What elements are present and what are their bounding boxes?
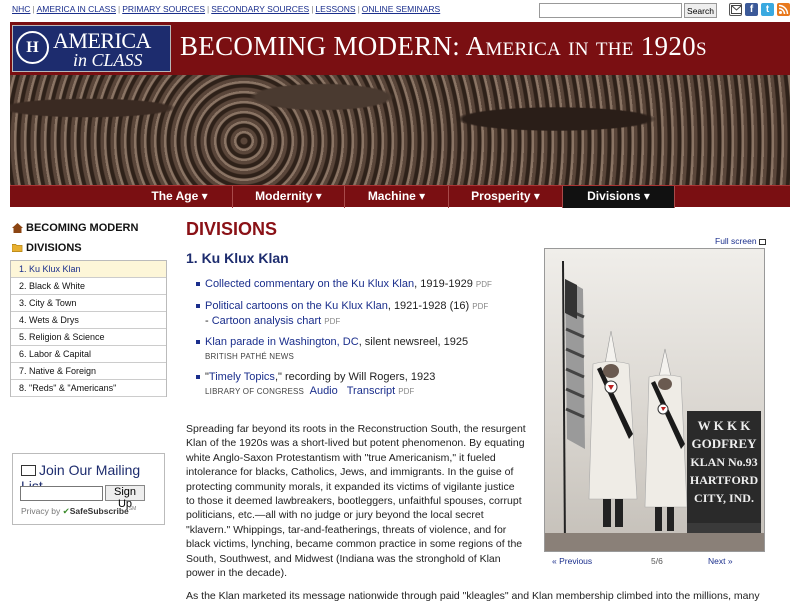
sidebar-item-ku-klux-klan[interactable]: 1. Ku Klux Klan bbox=[11, 261, 166, 278]
sidebar-subsection-divisions[interactable] bbox=[10, 240, 167, 258]
resource-link-klan-parade[interactable]: Klan parade in Washington, DC bbox=[205, 336, 359, 348]
top-link-lessons[interactable]: LESSONS bbox=[315, 4, 356, 14]
page-title: DIVISIONS bbox=[186, 219, 278, 239]
sidebar bbox=[10, 220, 167, 397]
resource-item: Political cartoons on the Ku Klux Klan, 1921-1928 (16) PDF - Cartoon analysis chart PDF bbox=[205, 299, 488, 329]
top-bar bbox=[0, 0, 800, 20]
pdf-label[interactable]: PDF bbox=[475, 280, 492, 289]
transcript-link[interactable]: Transcript bbox=[346, 385, 396, 397]
sign-up-button[interactable]: Sign Up bbox=[105, 485, 145, 501]
bullet-icon bbox=[196, 375, 200, 379]
klan-sign bbox=[689, 417, 759, 507]
twitter-icon[interactable]: t bbox=[761, 3, 774, 16]
main-nav bbox=[10, 185, 790, 207]
section-title: 1. Ku Klux Klan bbox=[186, 250, 289, 266]
top-link-nhc[interactable]: NHC bbox=[12, 4, 31, 14]
quote-mark: " bbox=[205, 371, 209, 383]
resource-date: , 1919-1929 bbox=[414, 278, 473, 290]
america-in-class-logo[interactable] bbox=[12, 25, 171, 72]
logo-line1: AMERICA bbox=[53, 28, 151, 53]
safesubscribe-brand[interactable]: SafeSubscribe bbox=[69, 506, 129, 516]
crowd-header-photo bbox=[10, 75, 790, 185]
sidebar-item-religion-science[interactable]: 5. Religion & Science bbox=[11, 329, 166, 346]
pdf-label[interactable]: PDF bbox=[398, 387, 415, 396]
rss-icon[interactable] bbox=[777, 3, 790, 16]
pdf-label[interactable]: PDF bbox=[324, 317, 341, 326]
resource-item bbox=[205, 277, 492, 292]
top-links: NHC | AMERICA IN CLASS | PRIMARY SOURCES | SECONDARY SOURCES | LESSONS | ONLINE SEMINARS bbox=[12, 4, 441, 14]
top-link-primary-sources[interactable]: PRIMARY SOURCES bbox=[122, 4, 206, 14]
nav-prosperity[interactable]: Prosperity ▾ bbox=[449, 186, 563, 208]
sign-line: W K K K bbox=[697, 418, 751, 433]
top-link-america-in-class[interactable]: AMERICA IN CLASS bbox=[36, 4, 116, 14]
resource-date: , 1921-1928 (16) bbox=[387, 300, 470, 312]
sidebar-list bbox=[10, 260, 167, 397]
resource-link-cartoons[interactable]: Political cartoons on the Ku Klux Klan bbox=[205, 300, 388, 312]
top-link-online-seminars[interactable]: ONLINE SEMINARS bbox=[361, 4, 441, 14]
audio-link[interactable]: Audio bbox=[309, 385, 338, 397]
sidebar-item-reds-americans[interactable]: 8. "Reds" & "Americans" bbox=[11, 380, 166, 397]
sidebar-item-city-town[interactable]: 3. City & Town bbox=[11, 295, 166, 312]
resource-source: BRITISH PATHÉ NEWS bbox=[205, 352, 295, 361]
sidebar-item-labor-capital[interactable]: 6. Labor & Capital bbox=[11, 346, 166, 363]
sign-line: CITY, IND. bbox=[694, 491, 754, 505]
resource-item bbox=[205, 370, 435, 399]
gallery-counter: 5/6 bbox=[651, 556, 663, 566]
search-input[interactable] bbox=[539, 3, 682, 18]
next-link[interactable]: Next » bbox=[708, 556, 733, 566]
mailing-list-box bbox=[12, 453, 165, 525]
nav-modernity[interactable]: Modernity ▾ bbox=[233, 186, 345, 208]
resource-link-timely-topics[interactable]: Timely Topics bbox=[208, 371, 275, 383]
email-field[interactable] bbox=[20, 486, 103, 501]
body-paragraph: Spreading far beyond its roots in the Reconstruction South, the resurgent Klan of the 1920s was a short-lived but potent phenomenon. By equating white Anglo-Saxon Protestantism with "true Americanism," it fueled intolerance for blacks, Catholics, Jews, and immigrants. In the guise of protecting community morals, it expanded its victims of vigilante justice to those it deemed lawbreakers, bootleggers, unfaithful spouses, corrupt politicians, etc.—all with no judge or jury beyond the local secret "klavern." Whippings, tar-and-featherings, threats of violence, and for black victims, lynching, became common practice in some regions of the South, Southwest, and Midwest (Indiana was the stronghold of Klan power in the decade). bbox=[186, 423, 526, 580]
sidebar-item-black-white[interactable]: 2. Black & White bbox=[11, 278, 166, 295]
resource-date: , silent newsreel, 1925 bbox=[358, 336, 469, 348]
house-icon bbox=[12, 223, 23, 233]
sign-line: HARTFORD bbox=[689, 473, 759, 487]
bullet-icon bbox=[196, 282, 200, 286]
nav-machine[interactable]: Machine ▾ bbox=[345, 186, 449, 208]
nav-divisions[interactable]: Divisions ▾ bbox=[563, 186, 675, 208]
resource-source: LIBRARY OF CONGRESS bbox=[205, 387, 305, 396]
resource-item bbox=[205, 335, 468, 364]
resource-date: ," recording by Will Rogers, 1923 bbox=[274, 371, 436, 383]
sidebar-item-native-foreign[interactable]: 7. Native & Foreign bbox=[11, 363, 166, 380]
sidebar-section-label: BECOMING MODERN bbox=[26, 222, 139, 234]
sidebar-item-wets-drys[interactable]: 4. Wets & Drys bbox=[11, 312, 166, 329]
facebook-icon[interactable]: f bbox=[745, 3, 758, 16]
mailing-list-title: Join Our Mailing bbox=[39, 462, 141, 478]
resource-link-commentary[interactable]: Collected commentary on the Ku Klux Klan bbox=[205, 278, 415, 290]
sidebar-section-becoming-modern[interactable] bbox=[10, 220, 167, 238]
sidebar-subsection-label: DIVISIONS bbox=[26, 242, 82, 254]
email-share-icon[interactable] bbox=[729, 3, 742, 16]
nhc-seal-icon: H bbox=[16, 31, 49, 64]
bullet-icon bbox=[196, 340, 200, 344]
previous-link[interactable]: « Previous bbox=[552, 556, 593, 566]
klan-photo[interactable] bbox=[544, 248, 765, 552]
pdf-label[interactable]: PDF bbox=[472, 302, 489, 311]
resource-link-cartoon-analysis[interactable]: Cartoon analysis chart bbox=[211, 315, 322, 327]
envelope-icon bbox=[21, 465, 36, 476]
fullscreen-icon bbox=[759, 239, 766, 245]
fullscreen-label: Full screen bbox=[715, 236, 757, 246]
bullet-icon bbox=[196, 304, 200, 308]
logo-line2: in CLASS bbox=[73, 50, 143, 70]
folder-icon bbox=[12, 243, 23, 253]
safesubscribe-check-icon: ✔ bbox=[62, 506, 70, 516]
banner-title: BECOMING MODERN: America in the 1920s bbox=[180, 31, 707, 61]
top-link-secondary-sources[interactable]: SECONDARY SOURCES bbox=[211, 4, 310, 14]
privacy-note: Privacy by ✔SafeSubscribe℠ bbox=[21, 506, 137, 516]
fullscreen-link[interactable] bbox=[715, 236, 766, 246]
search-button[interactable]: Search bbox=[684, 3, 717, 18]
privacy-label: Privacy by bbox=[21, 506, 61, 516]
nav-the-age[interactable]: The Age ▾ bbox=[127, 186, 233, 208]
sign-line: KLAN No.93 bbox=[690, 455, 758, 469]
sign-line: GODFREY bbox=[691, 436, 757, 451]
body-paragraph-2: As the Klan marketed its message nationwide through paid "kleagles" and Klan membership climbed into the millions, many bbox=[186, 590, 760, 602]
